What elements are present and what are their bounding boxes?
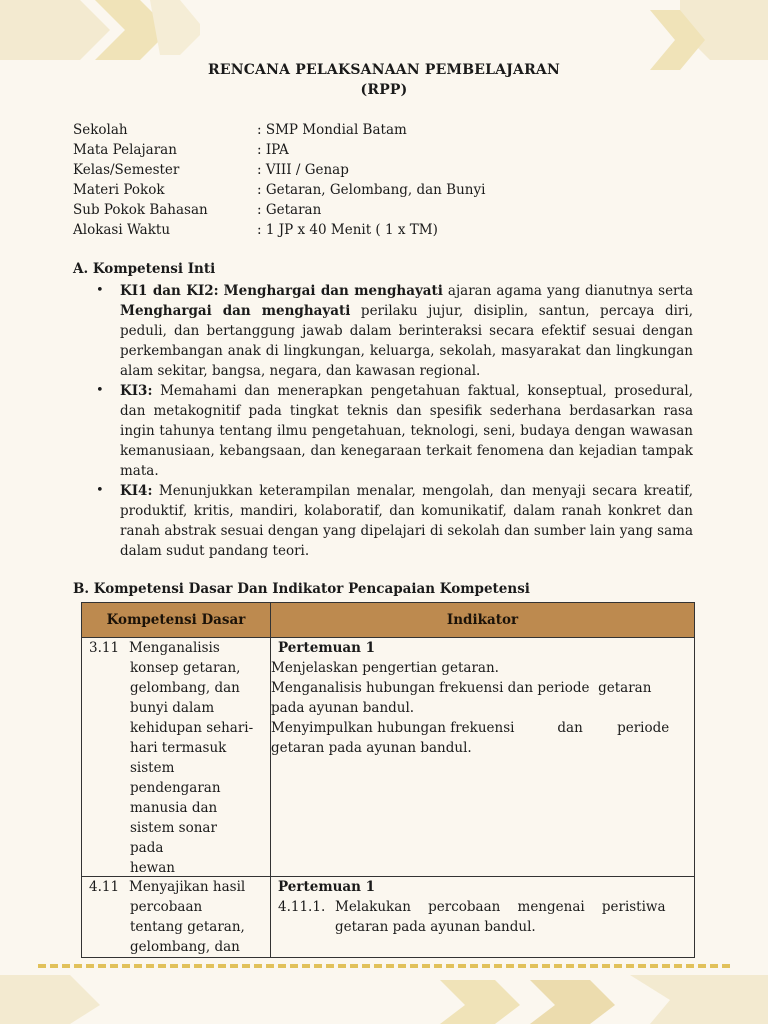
kd-number: 4.11 [89,879,120,895]
identity-row [73,220,485,240]
ki12-bold2: Menghargai dan menghayati [120,303,351,319]
indicator-line: Melakukan percobaan mengenai peristiwa [335,899,666,915]
kd-line: konsep getaran, [130,660,241,676]
section-a-heading: A. Kompetensi Inti [73,261,216,277]
identity-row [73,160,485,180]
ki3-paragraph [120,381,693,481]
document-title [0,60,768,100]
ki12-label: KI1 dan KI2: [120,283,219,299]
indicator-cell [271,877,695,958]
indicator-line: Menjelaskan pengertian getaran. [271,660,499,676]
identity-label: Kelas/Semester [73,162,180,178]
kd-line: tentang getaran, [130,919,245,935]
indicator-number: 4.11.1. [278,899,326,915]
kd-line: bunyi dalam [130,700,215,716]
bullet-icon: • [96,483,104,498]
kd-cell [82,877,271,958]
bullet-icon: • [96,283,104,298]
identity-value: : 1 JP x 40 Menit ( 1 x TM) [257,222,438,238]
ki4-label: KI4: [120,483,153,499]
bullet-icon: • [96,383,104,398]
col-header-kd: Kompetensi Dasar [82,603,271,638]
ki12-text1: ajaran agama yang dianutnya serta [447,283,693,299]
kd-line: manusia dan [130,800,218,816]
section-b-heading: B. Kompetensi Dasar Dan Indikator Pencapaian Kompetensi [73,581,530,597]
table-row [82,877,695,958]
dashed-divider [38,964,730,968]
ki12-paragraph [120,281,693,381]
identity-value: : SMP Mondial Batam [257,122,407,138]
identity-label: Materi Pokok [73,182,165,198]
kd-number: 3.11 [89,640,120,656]
kd-line: sistem sonar [130,820,217,836]
identity-label: Alokasi Waktu [73,222,171,238]
indicator-line: getaran pada ayunan bandul. [335,919,536,935]
indicator-line: getaran pada ayunan bandul. [271,740,472,756]
indicator-line: Menyimpulkan hubungan frekuensi dan periode [271,720,670,736]
identity-value: : VIII / Genap [257,162,349,178]
kd-line: sistem [130,760,175,776]
identity-table [73,120,485,240]
ki4-paragraph [120,481,693,561]
identity-row [73,180,485,200]
ki3-text: Memahami dan menerapkan pengetahuan faktual, konseptual, prosedural, dan metakognitif pada tingkat teknis dan spesifik sederhana berdasarkan rasa ingin tahunya tentang ilmu pengetahuan, teknologi, seni, budaya dengan wawasan kemanusiaan, kebangsaan, dan kenegaraan terkait fenomena dan kejadian tampak mata. [120,383,693,479]
indicator-cell [271,638,695,877]
identity-row [73,200,485,220]
ki3-label: KI3: [120,383,153,399]
identity-value: : Getaran [257,202,322,218]
ki12-text2: perilaku jujur, disiplin, santun, percaya diri, peduli, dan bertanggung jawab dalam berinteraksi secara efektif sesuai dengan perkembangan anak di lingkungan, keluarga, sekolah, masyarakat dan lingkungan alam sekitar, bangsa, negara, dan kawasan regional. [120,303,693,379]
meeting-label: Pertemuan 1 [278,879,376,895]
title-line1: RENCANA PELAKSANAAN PEMBELAJARAN [208,62,560,78]
kd-indicator-table [81,602,695,958]
indicator-line: Menganalisis hubungan frekuensi dan periode getaran [271,680,652,696]
identity-label: Sub Pokok Bahasan [73,202,208,218]
kd-line: hewan [130,860,175,876]
kd-line: pada [130,840,164,856]
kd-line: pendengaran [130,780,221,796]
identity-value: : Getaran, Gelombang, dan Bunyi [257,182,486,198]
table-row [82,638,695,877]
kd-line: hari termasuk [130,740,227,756]
identity-row [73,140,485,160]
kd-cell [82,638,271,877]
identity-label: Mata Pelajaran [73,142,177,158]
table-header-row [82,603,695,638]
ki4-text: Menunjukkan keterampilan menalar, mengolah, dan menyaji secara kreatif, produktif, kritis, mandiri, kolaboratif, dan komunikatif, dalam ranah konkret dan ranah abstrak sesuai dengan yang dipelajari di sekolah dan sumber lain yang sama dalam sudut pandang teori. [120,483,693,559]
kd-line: gelombang, dan [130,939,240,955]
identity-value: : IPA [257,142,289,158]
identity-label: Sekolah [73,122,128,138]
kd-line: kehidupan sehari- [130,720,254,736]
col-header-indikator: Indikator [271,603,695,638]
identity-row [73,120,485,140]
kd-line: Menganalisis [129,640,220,656]
kd-line: Menyajikan hasil [129,879,246,895]
ki12-bold1: Menghargai dan menghayati [223,283,443,299]
kd-line: percobaan [130,899,203,915]
kd-line: gelombang, dan [130,680,240,696]
indicator-line: pada ayunan bandul. [271,700,415,716]
meeting-label: Pertemuan 1 [278,640,376,656]
title-line2: (RPP) [360,82,408,98]
